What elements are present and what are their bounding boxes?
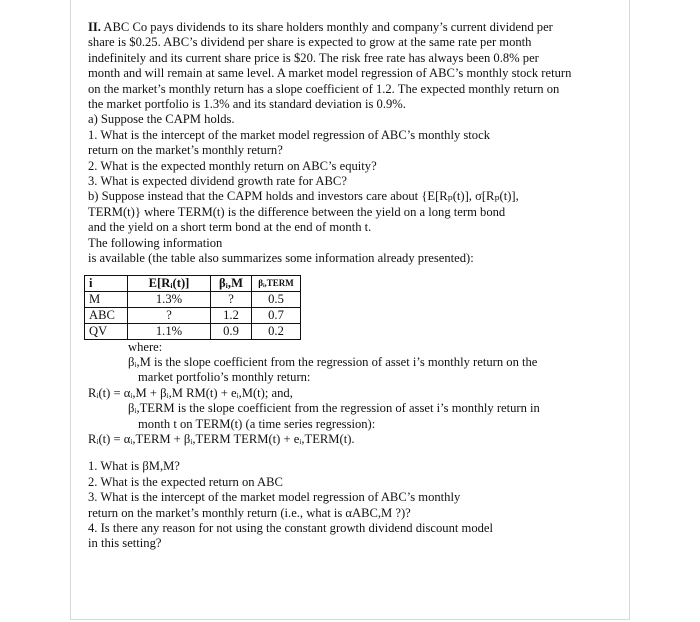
problem-number: II.: [88, 20, 101, 34]
table-cell: ?: [128, 307, 211, 323]
part-a-question: 2. What is the expected monthly return on ABC’s equity?: [88, 158, 377, 173]
table-header: E[Rᵢ(t)]: [128, 275, 211, 291]
part-a-heading: a) Suppose the CAPM holds.: [88, 112, 235, 127]
document-body: [88, 20, 618, 552]
paragraph-line: on the market’s monthly return has a slope coefficient of 1.2. The expected monthly return on: [88, 81, 560, 96]
table-cell: QV: [85, 323, 128, 339]
final-question: return on the market’s monthly return (i.e., what is αABC,M ?)?: [88, 505, 411, 520]
spacer: [88, 447, 618, 459]
part-a-question: return on the market’s monthly return?: [88, 143, 283, 158]
table-cell: 0.7: [252, 307, 301, 323]
equation-term-model: Rᵢ(t) = αᵢ,TERM + βᵢ,TERM TERM(t) + eᵢ,TERM(t).: [88, 431, 355, 446]
beta-m-definition: market portfolio’s monthly return:: [138, 370, 311, 385]
paragraph-line: share is $0.25. ABC’s dividend per share is expected to grow at the same rate per month: [88, 35, 532, 50]
beta-term-definition: month t on TERM(t) (a time series regression):: [138, 416, 376, 431]
table-cell: ABC: [85, 307, 128, 323]
table-header-row: [85, 275, 301, 291]
final-question: 3. What is the intercept of the market model regression of ABC’s monthly: [88, 490, 461, 505]
table-cell: 1.2: [211, 307, 252, 323]
table-cell: 1.3%: [128, 291, 211, 307]
final-question: in this setting?: [88, 536, 162, 551]
table-cell: M: [85, 291, 128, 307]
paragraph-line-1: II. ABC Co pays dividends to its share holders monthly and company’s current dividend per: [88, 20, 553, 34]
table-row: [85, 307, 301, 323]
table-header: i: [85, 275, 128, 291]
final-question: 1. What is βM,M?: [88, 459, 180, 474]
beta-term-definition: βᵢ,TERM is the slope coefficient from the regression of asset i’s monthly return in: [128, 401, 540, 416]
table-header: βᵢ,TERM: [252, 275, 301, 291]
paragraph-line: month and will remain at same level. A market model regression of ABC’s monthly stock return: [88, 66, 572, 81]
part-b-line: and the yield on a short term bond at the end of month t.: [88, 220, 372, 235]
beta-m-definition: βᵢ,M is the slope coefficient from the regression of asset i’s monthly return on the: [128, 354, 538, 369]
problem-paragraph: [88, 20, 618, 112]
table-cell: 0.2: [252, 323, 301, 339]
part-b-line: b) Suppose instead that the CAPM holds and investors care about {E[Rₚ(t)], σ[Rₚ(t)],: [88, 189, 519, 204]
table-cell: ?: [211, 291, 252, 307]
table-row: [85, 291, 301, 307]
table-row: [85, 323, 301, 339]
paragraph-line: indefinitely and its current share price is $20. The risk free rate has always been 0.8% per: [88, 50, 539, 65]
paragraph-line: the market portfolio is 1.3% and its standard deviation is 0.9%.: [88, 97, 406, 112]
part-a-question: 1. What is the intercept of the market model regression of ABC’s monthly stock: [88, 127, 490, 142]
equation-market-model: Rᵢ(t) = αᵢ,M + βᵢ,M RM(t) + eᵢ,M(t); and,: [88, 385, 293, 400]
part-b-line: is available (the table also summarizes some information already presented):: [88, 251, 474, 266]
table-header: βᵢ,M: [211, 275, 252, 291]
part-b-line: TERM(t)} where TERM(t) is the difference between the yield on a long term bond: [88, 204, 506, 219]
part-b-line: The following information: [88, 235, 223, 250]
part-a-question: 3. What is expected dividend growth rate for ABC?: [88, 174, 347, 189]
table-cell: 1.1%: [128, 323, 211, 339]
table-cell: 0.5: [252, 291, 301, 307]
beta-table: [84, 275, 301, 340]
table-cell: 0.9: [211, 323, 252, 339]
where-label: where:: [128, 339, 163, 354]
final-question: 4. Is there any reason for not using the constant growth dividend discount model: [88, 520, 494, 535]
final-question: 2. What is the expected return on ABC: [88, 474, 283, 489]
